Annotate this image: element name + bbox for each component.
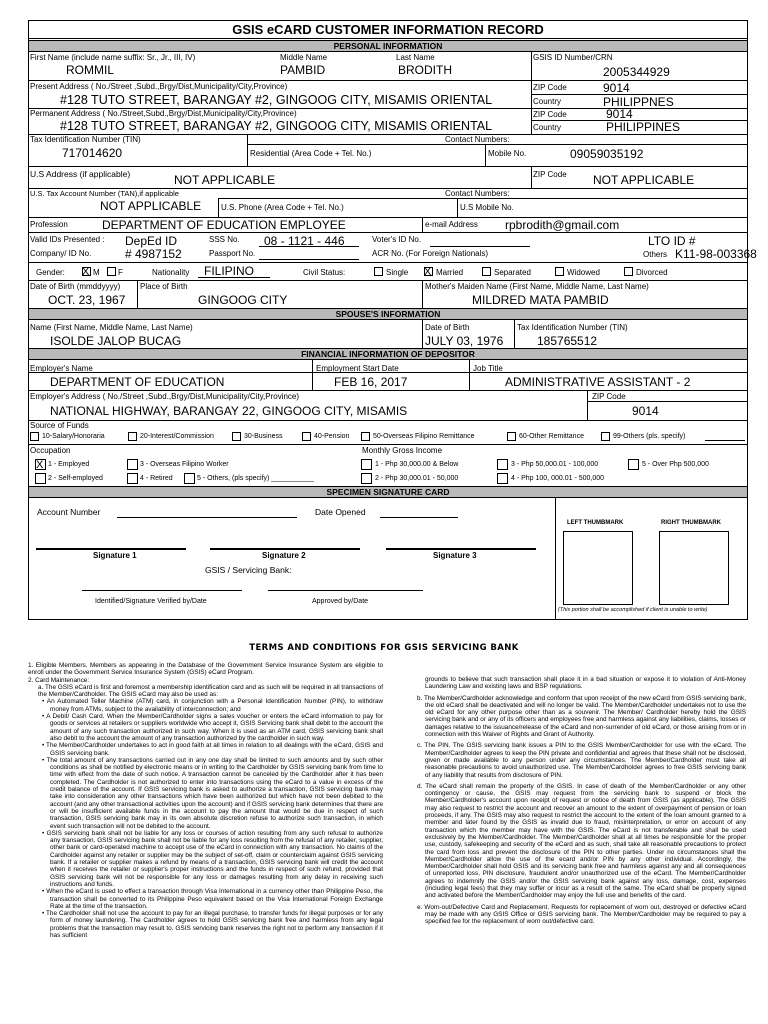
fund-10-checkbox[interactable] xyxy=(30,432,39,441)
profession-value[interactable]: DEPARTMENT OF EDUCATION EMPLOYEE xyxy=(102,218,346,232)
occupation-self-employed-label: 2 - Self-employed xyxy=(48,475,103,482)
section-personal: PERSONAL INFORMATION xyxy=(28,40,748,52)
fund-30-checkbox[interactable] xyxy=(232,432,241,441)
label-spouse-tin: Tax Identification Number (TIN) xyxy=(517,323,628,332)
label-job-title: Job Title xyxy=(473,364,503,373)
thumbmark-note: (This portion shall be accomplished if client is unable to write) xyxy=(558,607,708,613)
label-married: Married xyxy=(436,268,464,277)
single-checkbox[interactable] xyxy=(374,267,383,276)
income-5-checkbox[interactable] xyxy=(628,459,639,470)
employer-zip-value[interactable]: 9014 xyxy=(632,404,659,418)
label-others: Others xyxy=(643,250,668,259)
section-signature: SPECIMEN SIGNATURE CARD xyxy=(28,486,748,498)
us-tan-value[interactable]: NOT APPLICABLE xyxy=(100,199,202,213)
label-employer-name: Employer's Name xyxy=(30,364,93,373)
terms-title: TERMS AND CONDITIONS FOR GSIS SERVICING BANK xyxy=(249,643,519,653)
terms-right-column xyxy=(403,676,746,926)
terms-continued: grounds to believe that such transaction shall place it in a bad situation or expose it to violation of Anti-Money Laundering Law and existing laws and BSP regulations. xyxy=(425,676,746,691)
label-employment-start: Employment Start Date xyxy=(316,364,399,373)
label-signature-3: Signature 3 xyxy=(433,551,477,560)
label-gender-f: F xyxy=(118,268,123,277)
email-value[interactable]: rpbrodith@gmail.com xyxy=(505,218,620,232)
occupation-ofw-label: 3 - Overseas Filipino Worker xyxy=(140,461,229,468)
terms-eligible-members: 1. Eligible Members. Members as appearing in the Database of the Government Service Insurance System are eligible to enroll under the Government Service Insurance System (GSIS) eCard Program. xyxy=(28,662,383,677)
terms-clause-c: c. The PIN. The GSIS servicing bank issues a PIN to the GSIS Member/Cardholder for use with the eCard. The Member/Cardholder agrees to keep the PIN private and confidential and agrees that these shall not be disclosed, given or made available to any person under any circumstances. The Member/Cardholder must take all reasonable precautions to avoid unauthorized use. The Member/Cardholder agrees to free GSIS servicing bank of any liability that results from disclosure of PIN. xyxy=(417,742,746,779)
label-spouse-name: Name (First Name, Middle Name, Last Name) xyxy=(30,323,193,332)
terms-bullet-illegal: • The Cardholder shall not use the account to pay for an illegal purchase, to transfer funds for illegal purposes or for any form of money laundering. The Cardholder agrees to hold GSIS servicing bank free and harmless from any legal problems that the transaction may result to. GSIS servicing bank reserves the right not to perform any transaction if it has sufficient xyxy=(42,910,383,939)
dob-value[interactable]: OCT. 23, 1967 xyxy=(48,293,126,307)
label-company-id: Company/ ID No. xyxy=(30,249,92,258)
permanent-zip-value[interactable]: 9014 xyxy=(606,107,633,121)
occupation-employed-label: 1 - Employed xyxy=(48,461,90,468)
others-id-value[interactable]: K11-98-003368 xyxy=(675,247,757,261)
spouse-tin-value[interactable]: 185765512 xyxy=(537,334,598,348)
label-mothers-maiden: Mother's Maiden Name (First Name, Middle Name, Last Name) xyxy=(425,282,649,291)
label-first-name: First Name (include name suffix: Sr., Jr., III, IV) xyxy=(30,53,196,62)
label-us-address: U.S Address (if applicable) xyxy=(30,169,131,179)
label-employer-address: Employer's Address ( No./Street ,Subd.,Brgy/Dist,Municipality/City,Province) xyxy=(30,392,300,401)
gsis-id-value[interactable]: 2005344929 xyxy=(603,65,670,79)
label-civil-status: Civil Status: xyxy=(303,268,346,277)
label-gender-m: M xyxy=(93,268,100,277)
present-address-value[interactable]: #128 TUTO STREET, BARANGAY #2, GINGOOG CITY, MISAMIS ORIENTAL xyxy=(60,93,493,107)
label-employer-zip: ZIP Code xyxy=(592,392,626,401)
separated-checkbox[interactable] xyxy=(482,267,491,276)
middle-name-value[interactable]: PAMBID xyxy=(280,63,326,77)
label-permanent-address: Permanent Address ( No./Street,Subd.,Brgy/Dist,Municipality/City,Province) xyxy=(30,109,297,118)
us-zip-value[interactable]: NOT APPLICABLE xyxy=(593,173,695,187)
signature-3-line[interactable] xyxy=(386,548,536,550)
label-single: Single xyxy=(386,268,409,277)
income-3-label: 3 - Php 50,000.01 - 100,000 xyxy=(511,461,599,468)
signature-2-line[interactable] xyxy=(210,548,360,550)
label-us-contact-numbers: Contact Numbers: xyxy=(445,189,510,198)
occupation-others-checkbox[interactable] xyxy=(184,473,195,484)
label-sss-no: SSS No. xyxy=(209,235,240,244)
label-pob: Place of Birth xyxy=(140,282,188,291)
label-source-of-funds: Source of Funds xyxy=(30,421,89,430)
fund-99-label: 99-Others (pls. specify) xyxy=(613,433,686,440)
fund-60-label: 60-Other Remittance xyxy=(519,433,584,440)
label-gsis-id: GSIS ID Number/CRN xyxy=(533,53,613,62)
fund-50-label: 50-Overseas Filipino Remittance xyxy=(373,433,475,440)
fund-40-checkbox[interactable] xyxy=(302,432,311,441)
income-1-checkbox[interactable] xyxy=(361,459,372,470)
fund-20-label: 20-Interest/Commission xyxy=(140,433,214,440)
label-nationality: Nationality xyxy=(152,268,190,277)
terms-clause-e: e. Worn-out/Defective Card and Replacement. Requests for replacement of worn out, destroyed or defective eCard may be made with any GSIS Office or GSIS servicing bank. The Member/Cardholder may be required to pay a specified fee for the replacement of worn out/defective card. xyxy=(417,903,746,926)
label-account-number: Account Number xyxy=(37,507,101,517)
terms-bullet-debit: • A Debit/ Cash Card. When the Member/Cardholder signs a sales voucher or enters the eCard information to pay for goods or services at retailers or suppliers worldwide who accept it, GSIS Servicing bank shall debit to the account the amount of any such transaction authorized in such way. When it is used as an ATM card, GSIS servicing bank shall also debit to the account the amount of any transaction authorized by the cardholder in such way. xyxy=(42,713,383,742)
gender-f-checkbox[interactable] xyxy=(107,267,116,276)
label-approved-by: Approved by/Date xyxy=(312,598,369,605)
label-present-address: Present Address ( No./Street ,Subd.,Brgy/Dist,Municipality/City,Province) xyxy=(30,82,288,91)
fund-30-label: 30-Business xyxy=(244,433,283,440)
sss-no-value[interactable]: 08 - 1121 - 446 xyxy=(264,234,345,248)
terms-bullet-limits: • The total amount of any transactions carried out in any one day shall be limited to such amounts and by such other conditions as shall be notified by electronic means or in writing to the Cardholder by GSIS servicing bank from time to time with effect from the date of such notice. A transaction cannot be canceled by the Cardholder after it has been completed. The Cardholder is not authorized to enter into transactions using the eCard to a value in excess of the credit balance of the account. If GSIS servicing bank is asked to authorize a transaction, GSIS servicing bank may take into consideration any other transactions which have been authorized but which have not been debited to the account (and any other transactional activities upon the account) and if GSIS servicing bank determines that there are or will be insufficient available funds in the account to pay the amount that would be due in respect of such transaction, GSIS servicing bank may in its own absolute discretion refuse to authorize such transaction, in which event such transaction will not be debited to the account. xyxy=(42,756,383,830)
divorced-checkbox[interactable] xyxy=(624,267,633,276)
permanent-country-value[interactable]: PHILIPPINES xyxy=(606,120,681,134)
mothers-maiden-value[interactable]: MILDRED MATA PAMBID xyxy=(472,293,609,307)
occupation-retired-checkbox[interactable] xyxy=(127,473,138,484)
label-left-thumbmark: LEFT THUMBMARK xyxy=(567,520,624,526)
permanent-address-value[interactable]: #128 TUTO STREET, BARANGAY #2, GINGOOG CITY, MISAMIS ORIENTAL xyxy=(60,119,493,133)
married-check-mark: X xyxy=(424,266,432,278)
label-residential: Residential (Area Code + Tel. No.) xyxy=(250,149,372,158)
label-dob: Date of Birth (mmddyyyy) xyxy=(30,282,121,291)
label-signature-2: Signature 2 xyxy=(262,551,306,560)
label-middle-name: Middle Name xyxy=(280,53,328,62)
occupation-others-label: 5 - Others, (pls specify) ___________ xyxy=(197,475,315,482)
terms-card-maintenance: 2. Card Maintenance: xyxy=(28,676,90,684)
present-country-value[interactable]: PHILIPPNES xyxy=(603,95,674,109)
label-permanent-zip: ZIP Code xyxy=(533,110,567,119)
gender-m-check-mark: X xyxy=(82,266,90,278)
income-4-checkbox[interactable] xyxy=(497,473,508,484)
fund-20-checkbox[interactable] xyxy=(128,432,137,441)
fund-10-label: 10-Salary/Honoraria xyxy=(42,433,105,440)
job-title-value[interactable]: ADMINISTRATIVE ASSISTANT - 2 xyxy=(505,375,691,389)
company-id-value[interactable]: # 4987152 xyxy=(125,247,182,261)
employer-name-value[interactable]: DEPARTMENT OF EDUCATION xyxy=(50,375,225,389)
label-profession: Profession xyxy=(30,220,68,229)
others-id-title-value[interactable]: LTO ID # xyxy=(648,234,696,248)
label-tin: Tax Identification Number (TIN) xyxy=(30,135,141,144)
mobile-value[interactable]: 09059035192 xyxy=(570,147,644,161)
label-email: e-mail Address xyxy=(425,220,478,229)
income-5-label: 5 - Over Php 500,000 xyxy=(642,461,709,468)
label-separated: Separated xyxy=(494,268,531,277)
fund-40-label: 40-Pension xyxy=(314,433,350,440)
label-present-country: Country xyxy=(533,97,562,106)
last-name-value[interactable]: BRODITH xyxy=(398,63,452,77)
terms-clause-b: b. The Member/Cardholder acknowledge and conform that upon receipt of the new eCard from GSIS servicing bank, the old eCard shall be deactivated and will no longer be valid. The Member/Cardholder undertakes not to use the old eCard for any other purpose other than as a souvenir. The Member/ Cardholder hereby hold the GSIS servicing bank and or any of its officers and employees free and harmless against any liabilities, claims, losses or damages relative to the issuance/release of the eCard and non-surrender of old eCard, or those arising from or in connection with this Waiver of Rights and Grant of Authority. xyxy=(417,694,746,739)
label-passport-no: Passport No. xyxy=(209,249,256,258)
employer-address-value[interactable]: NATIONAL HIGHWAY, BARANGAY 22, GINGOOG CITY, MISAMIS xyxy=(50,404,408,418)
label-us-phone: U.S. Phone (Area Code + Tel. No.) xyxy=(221,203,344,212)
section-financial: FINANCIAL INFORMATION OF DEPOSITOR xyxy=(28,348,748,360)
valid-id-value[interactable]: DepEd ID xyxy=(125,234,178,248)
occupation-retired-label: 4 - Retired xyxy=(140,475,173,482)
employment-start-value[interactable]: FEB 16, 2017 xyxy=(334,375,408,389)
label-monthly-income: Monthly Gross Income xyxy=(362,446,443,455)
nationality-value[interactable]: FILIPINO xyxy=(204,264,255,278)
terms-bullet-liability: • GSIS servicing bank shall not be liable for any loss or courses of action resulting from any such refusal to authorize any transaction. GSIS servicing bank shall not be liable for any loss resulting from the refusal of any retailer, supplier, other bank or card-operated machine to accept use of the eCard in connection with any transaction. No claims of the Cardholder against any retailer or supplier may be the subject of set-off, claim or counterclaim against GSIS servicing bank. If a retailer or supplier makes a refund by means of a transaction, GSIS servicing bank will credit the account when it receives the retailer or supplier's proper instructions and the funds in respect of such refund, provided that GSIS servicing bank will not be responsible for any loss or damages resulting from any delay in receiving such instructions and funds. xyxy=(42,829,383,888)
left-thumbmark-box[interactable] xyxy=(563,531,633,605)
section-spouse: SPOUSE'S INFORMATION xyxy=(28,308,748,320)
employed-check-mark: X xyxy=(36,459,44,471)
income-4-label: 4 - Php 100, 000.01 - 500,000 xyxy=(511,475,605,482)
label-last-name: Last Name xyxy=(396,53,435,62)
label-acr-no: ACR No. (For Foreign Nationals) xyxy=(372,249,489,258)
label-mobile: Mobile No. xyxy=(488,149,527,158)
label-valid-ids: Valid IDs Presented : xyxy=(30,235,105,244)
income-1-label: 1 - Php 30,000.00 & Below xyxy=(375,461,459,468)
label-gender: Gender: xyxy=(36,268,65,277)
label-widowed: Widowed xyxy=(567,268,600,277)
label-spouse-dob: Date of Birth xyxy=(425,323,470,332)
tin-value[interactable]: 717014620 xyxy=(62,146,123,160)
income-2-label: 2 - Php 30,000.01 - 50,000 xyxy=(375,475,459,482)
label-us-mobile: U.S Mobile No. xyxy=(460,203,514,212)
fund-99-checkbox[interactable] xyxy=(601,432,610,441)
label-divorced: Divorced xyxy=(636,268,668,277)
spouse-dob-value[interactable]: JULY 03, 1976 xyxy=(425,334,504,348)
form-title: GSIS eCARD CUSTOMER INFORMATION RECORD xyxy=(232,22,544,37)
label-us-zip: ZIP Code xyxy=(533,170,567,179)
occupation-self-employed-checkbox[interactable] xyxy=(35,473,46,484)
label-voters-id: Voter's ID No. xyxy=(372,235,422,244)
first-name-value[interactable]: ROMMIL xyxy=(66,63,114,77)
label-identified-by: Identified/Signature Verified by/Date xyxy=(95,598,207,605)
right-thumbmark-box[interactable] xyxy=(659,531,729,605)
income-2-checkbox[interactable] xyxy=(361,473,372,484)
terms-clause-d: d. The eCard shall remain the property of the GSIS. In case of death of the Member/Cardholder or any other contingency or cause, the GSIS may request from the servicing bank to suspend or block the Member/Cardholder's account upon receipt of request or notice of death from GSIS (as applicable). The GSIS may also request to restrict the account and recover an amount to the extent of overpayment of pension or loan proceeds, if any. The GSIS may also request to restrict the account to the extent of the loan amount granted to a member and later found by the GSIS as invalid due to fraud, misinterpretation, or error on account of any transaction which the member may have with the GSIS. The eCard is not transferable and shall be used exclusively by the Member/Cardholder. The Member/Cardholder shall at all times be responsible for the proper use, custody, safekeeping and security of the eCard and as such, shall take all reasonable precautions to protect the card from loss and prevent the disclosure of the PIN to other parties. Under no circumstances shall the Member/Cardholder allow the use of the ecard and/or PIN by any other individual. Accordingly, the Member/Cardholder shall hold GSIS and its servicing bank free and harmless against any and all consequences of unreported loss, PIN disclosure, fraudulent and/or unauthorized use of the eCard. The Member/Cardholder agrees to indemnify the GSIS and/or the GSIS servicing bank against any loss, damage, cost, expenses (including legal fees) that they may suffer or incur as a result of the same. The eCard shall be properly signed and activated before the Member/Cardholder may enjoy the full use and benefits of the card. xyxy=(417,782,746,900)
label-gsis-servicing-bank: GSIS / Servicing Bank: xyxy=(205,565,292,575)
label-contact-numbers: Contact Numbers: xyxy=(445,135,510,144)
us-address-value[interactable]: NOT APPLICABLE xyxy=(174,173,276,187)
label-date-opened: Date Opened xyxy=(315,507,366,517)
terms-left-column xyxy=(28,662,383,939)
label-occupation: Occupation xyxy=(30,446,71,455)
income-3-checkbox[interactable] xyxy=(497,459,508,470)
pob-value[interactable]: GINGOOG CITY xyxy=(198,293,288,307)
terms-bullet-visa: • When the eCard is used to effect a transaction through Visa International in a currency other than Philippine Peso, the transaction shall be converted to its Philippine Peso equivalent based on the Visa International Foreign Exchange Rate at the time of the transaction. xyxy=(42,888,383,910)
label-us-tan: U.S. Tax Account Number (TAN),if applicable xyxy=(30,189,179,198)
label-signature-1: Signature 1 xyxy=(93,551,137,560)
fund-50-checkbox[interactable] xyxy=(361,432,370,441)
present-zip-value[interactable]: 9014 xyxy=(603,81,630,95)
widowed-checkbox[interactable] xyxy=(555,267,564,276)
signature-1-line[interactable] xyxy=(36,548,186,550)
terms-bullet-good-faith: • The Member/Cardholder undertakes to act in good faith at all times in relation to all dealings with the eCard, GSIS and GSIS servicing bank. xyxy=(42,742,383,757)
spouse-name-value[interactable]: ISOLDE JALOP BUCAG xyxy=(50,334,182,348)
terms-clause-a: a. The GSIS eCard is first and foremost a membership identification card and as such will be required in all transactions of the Member/Cardholder. The GSIS eCard may also be used as: xyxy=(38,683,383,699)
label-permanent-country: Country xyxy=(533,123,562,132)
terms-bullet-atm: • An Automated Teller Machine (ATM) card, in conjunction with a Personal Identification Number (PIN), to withdraw money from ATMs, subject to the availability of interconnection; and xyxy=(42,698,383,713)
fund-60-checkbox[interactable] xyxy=(507,432,516,441)
label-present-zip: ZIP Code xyxy=(533,83,567,92)
label-right-thumbmark: RIGHT THUMBMARK xyxy=(661,520,721,526)
occupation-ofw-checkbox[interactable] xyxy=(127,459,138,470)
